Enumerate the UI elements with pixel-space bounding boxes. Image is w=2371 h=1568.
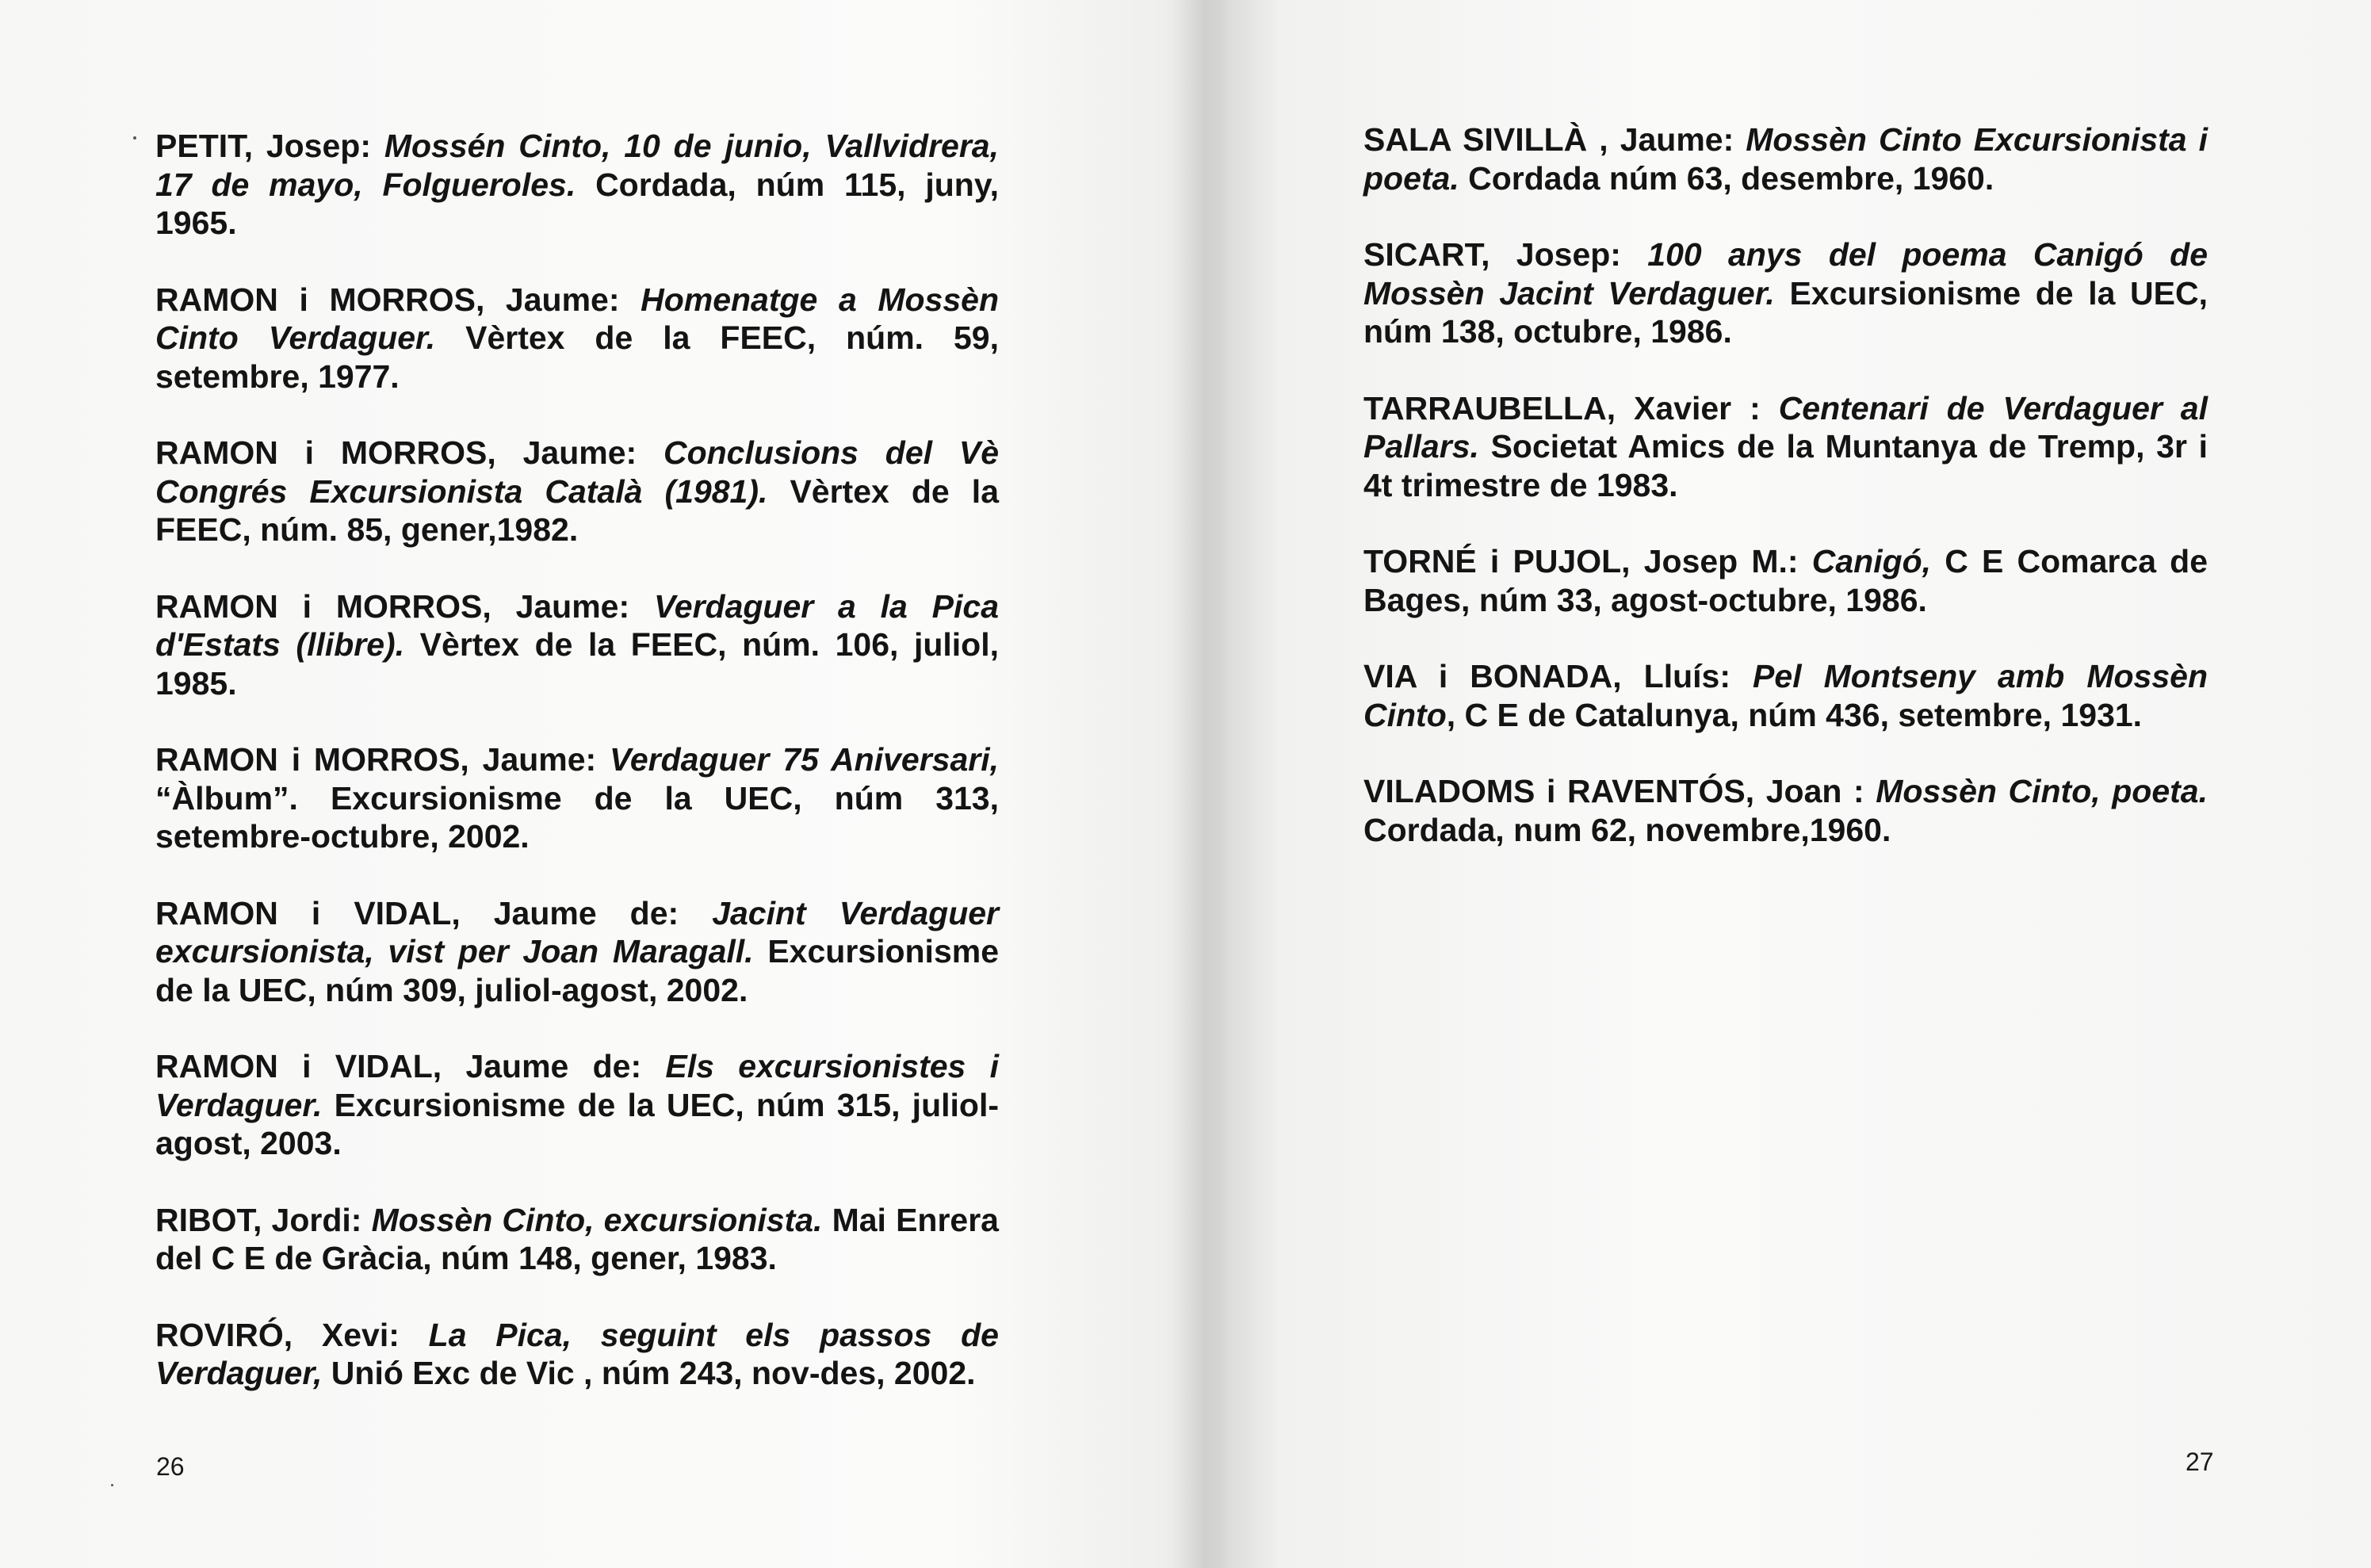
entry-title: Jacint Verdaguer excursionista, vist per Joan Maragall.: [155, 894, 1000, 969]
entry-author: VIA i BONADA, Lluís:: [1363, 658, 1753, 694]
entry-publication: Societat Amics de la Muntanya de Tremp, 3r i 4t trimestre de 1983.: [1363, 428, 2208, 503]
entry-title: Els excursionistes i Verdaguer.: [155, 1048, 999, 1123]
entry-title: Verdaguer 75 Aniversari,: [610, 741, 999, 778]
entry-publication: Excursionisme de la UEC, núm 315, juliol-agost, 2003.: [155, 1086, 999, 1161]
left-bibliography-list: [155, 127, 999, 1431]
entry-author: ROVIRÓ, Xevi:: [155, 1316, 429, 1353]
entry-author: SICART, Josep:: [1363, 236, 1648, 273]
entry-publication: “Àlbum”. Excursionisme de la UEC, núm 313, setembre-octubre, 2002.: [155, 779, 999, 855]
entry-publication: Cordada, núm 115, juny, 1965.: [155, 166, 999, 241]
entry-author: RAMON i MORROS, Jaume:: [155, 434, 663, 471]
entry-publication: Mai Enrera del C E de Gràcia, núm 148, gener, 1983.: [155, 1201, 999, 1276]
entry-publication: Excursionisme de la UEC, núm 138, octubre, 1986.: [1363, 274, 2208, 350]
entry-title: Canigó,: [1811, 543, 1932, 579]
entry-title: Mossén Cinto, 10 de junio, Vallvidrera, 17 de mayo, Folgueroles.: [155, 128, 999, 203]
entry-title: Mossèn Cinto, poeta.: [1876, 773, 2208, 809]
bibliography-entry: [155, 434, 999, 549]
right-bibliography-list: [1363, 120, 2208, 887]
entry-title: Mossèn Cinto, excursionista.: [371, 1201, 823, 1238]
bibliography-entry: [1363, 389, 2208, 505]
entry-publication: Unió Exc de Vic , núm 243, nov-des, 2002.: [322, 1355, 976, 1391]
entry-author: RAMON i VIDAL, Jaume de:: [155, 1048, 666, 1084]
bibliography-entry: [1363, 120, 2208, 197]
left-page: [0, 0, 1185, 1568]
entry-publication: Vèrtex de la FEEC, núm. 106, juliol, 1985.: [155, 626, 1000, 702]
entry-author: RAMON i MORROS, Jaume:: [155, 281, 641, 318]
entry-author: SALA SIVILLÀ , Jaume:: [1363, 121, 1746, 158]
page-number-left: 26: [156, 1452, 185, 1481]
entry-publication: Cordada, num 62, novembre,1960.: [1363, 811, 1891, 848]
entry-author: RAMON i MORROS, Jaume:: [155, 741, 610, 778]
entry-publication: Vèrtex de la FEEC, núm. 59, setembre, 1977.: [155, 319, 999, 395]
entry-title: 100 anys del poema Canigó de Mossèn Jacint Verdaguer.: [1363, 236, 2208, 312]
entry-publication: , C E de Catalunya, núm 436, setembre, 1931.: [1446, 696, 2143, 733]
entry-publication: C E Comarca de Bages, núm 33, agost-octubre, 1986.: [1363, 543, 2208, 618]
entry-author: TORNÉ i PUJOL, Josep M.:: [1363, 543, 1812, 579]
entry-title: Homenatge a Mossèn Cinto Verdaguer.: [155, 281, 999, 356]
page-number-right: 27: [2186, 1448, 2214, 1476]
entry-title: Mossèn Cinto Excursionista i poeta.: [1363, 121, 2208, 197]
entry-author: PETIT, Josep:: [155, 128, 384, 164]
entry-author: TARRAUBELLA, Xavier :: [1363, 389, 1779, 426]
entry-publication: Vèrtex de la FEEC, núm. 85, gener,1982.: [155, 472, 999, 548]
bibliography-entry: [155, 1047, 999, 1163]
bibliography-entry: [1363, 542, 2208, 619]
bibliography-entry: [1363, 235, 2208, 351]
entry-title: Conclusions del Vè Congrés Excursionista Català (1981).: [155, 434, 999, 510]
entry-author: VILADOMS i RAVENTÓS, Joan :: [1363, 773, 1876, 809]
bibliography-entry: [155, 740, 999, 856]
entry-publication: Cordada núm 63, desembre, 1960.: [1459, 159, 1994, 197]
bibliography-entry: [155, 1201, 999, 1278]
entry-author: RAMON i MORROS, Jaume:: [155, 587, 654, 625]
bibliography-entry: [155, 127, 999, 243]
entry-publication: Excursionisme de la UEC, núm 309, juliol-agost, 2002.: [155, 933, 1000, 1008]
entry-author: RIBOT, Jordi:: [155, 1201, 372, 1238]
entry-title: Pel Montseny amb Mossèn Cinto: [1363, 658, 2208, 733]
bibliography-entry: [1363, 772, 2208, 849]
bibliography-entry: [155, 587, 999, 703]
bibliography-entry: [155, 1316, 999, 1393]
entry-title: Centenari de Verdaguer al Pallars.: [1363, 389, 2208, 465]
bibliography-entry: [155, 894, 999, 1010]
bibliography-entry: [1363, 657, 2208, 734]
entry-title: Verdaguer a la Pica d'Estats (llibre).: [155, 587, 999, 663]
entry-title: La Pica, seguint els passos de Verdaguer,: [155, 1316, 999, 1391]
entry-author: RAMON i VIDAL, Jaume de:: [155, 894, 713, 931]
bibliography-entry: [155, 281, 999, 396]
right-page: [1185, 0, 2371, 1568]
